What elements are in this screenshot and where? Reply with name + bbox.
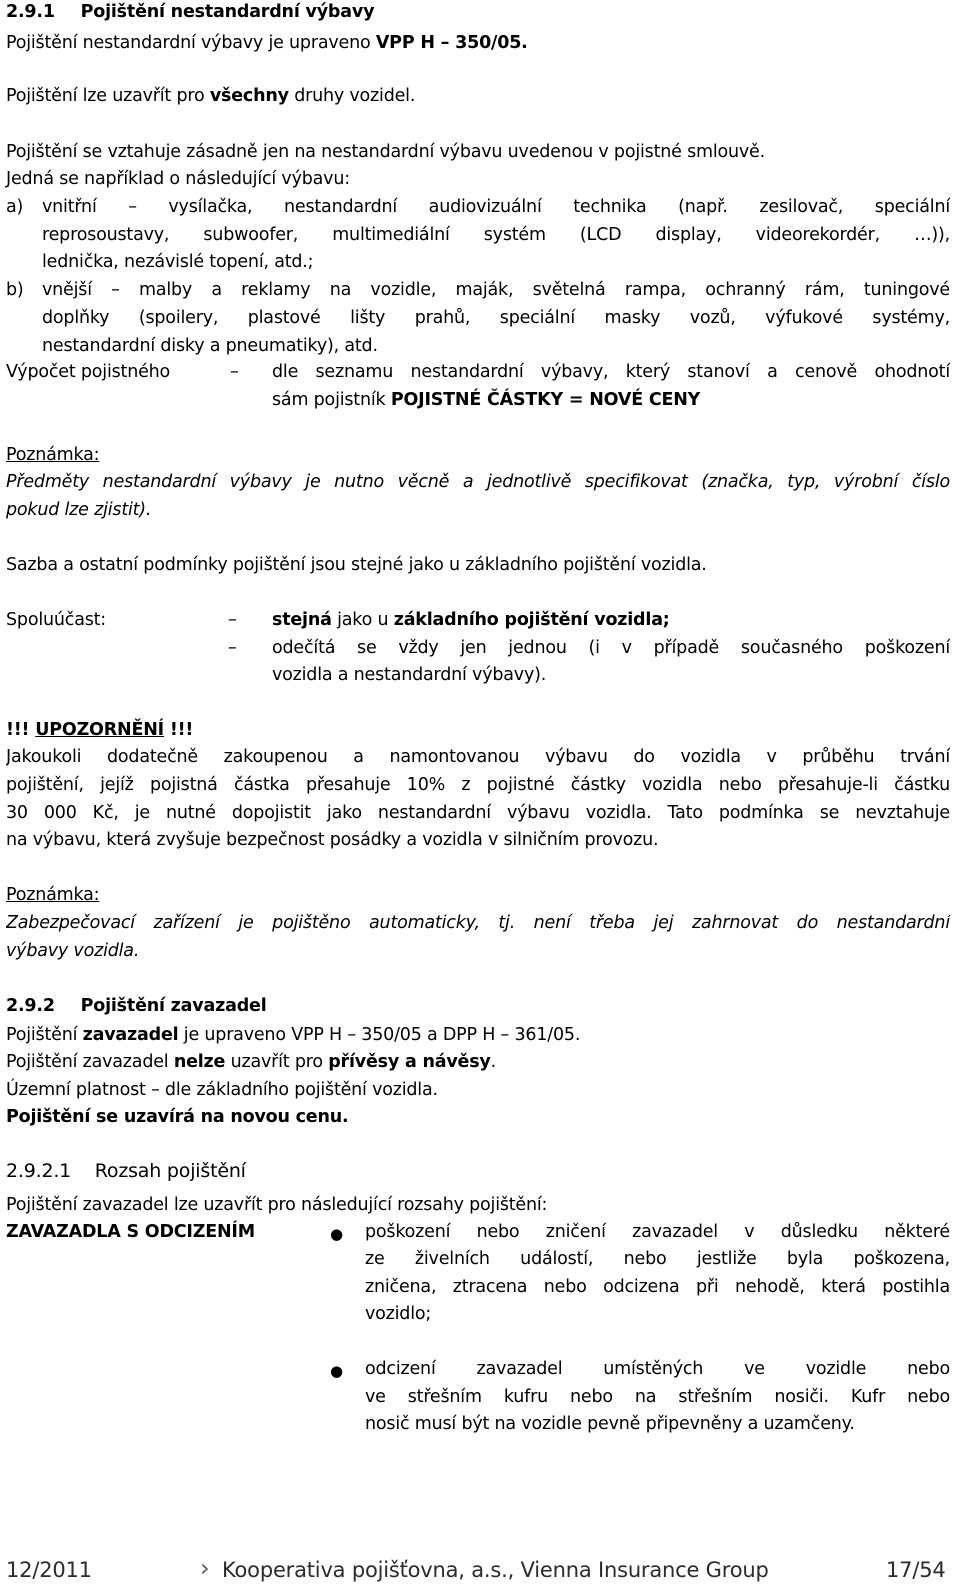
section-number: 2.9.2 xyxy=(6,996,55,1016)
section-number: 2.9.2.1 xyxy=(6,1160,72,1182)
list-item-a-line: reprosoustavy, subwoofer, multimediální systém (LCD display, videorekordér, …)), xyxy=(42,225,950,245)
list-item: ve střešním kufru nebo na střešním nosiči. Kufr nebo xyxy=(365,1387,950,1407)
list-label-b: b) xyxy=(6,280,24,300)
paragraph: Pojištění lze uzavřít pro všechny druhy vozidel. xyxy=(6,86,416,106)
footer-date: 12/2011 xyxy=(6,1558,92,1582)
warning-heading: !!! UPOZORNĚNÍ !!! xyxy=(6,720,194,740)
chevron-right-icon: › xyxy=(200,1554,210,1582)
warning-text: pojištění, jejíž pojistná částka přesahuje 10% z pojistné částky vozidla nebo přesahuje-li částku xyxy=(6,775,950,795)
copay-dash: – xyxy=(228,610,237,630)
section-title: Pojištění zavazadel xyxy=(80,996,267,1016)
paragraph: Územní platnost – dle základního pojištění vozidla. xyxy=(6,1080,438,1100)
note-text: pokud lze zjistit). xyxy=(6,500,152,520)
note-text: Předměty nestandardní výbavy je nutno věcně a jednotlivě specifikovat (značka, typ, výrobní číslo xyxy=(6,472,950,492)
paragraph: Pojištění zavazadel lze uzavřít pro následující rozsahy pojištění: xyxy=(6,1195,548,1215)
list-item: ze živelních událostí, nebo jestliže byla poškozena, xyxy=(365,1249,950,1269)
footer-company: Kooperativa pojišťovna, a.s., Vienna Insurance Group xyxy=(222,1558,769,1582)
paragraph: Pojištění nestandardní výbavy je upraveno VPP H – 350/05. xyxy=(6,33,528,53)
calc-line: dle seznamu nestandardní výbavy, který stanoví a cenově ohodnotí xyxy=(272,362,950,382)
section-heading-291 xyxy=(6,2,374,22)
copay-dash: – xyxy=(228,638,237,658)
note-label: Poznámka: xyxy=(6,445,100,465)
copay-item: vozidla a nestandardní výbavy). xyxy=(272,665,547,685)
list-label-a: a) xyxy=(6,197,24,217)
copay-label: Spoluúčast: xyxy=(6,610,106,630)
paragraph: Pojištění se vztahuje zásadně jen na nestandardní výbavu uvedenou v pojistné smlouvě. xyxy=(6,142,765,162)
section-number: 2.9.1 xyxy=(6,2,55,22)
paragraph: Pojištění zavazadel je upraveno VPP H – 350/05 a DPP H – 361/05. xyxy=(6,1025,581,1045)
bullet-icon: ● xyxy=(330,1225,343,1243)
list-item: vozidlo; xyxy=(365,1304,432,1324)
list-item: poškození nebo zničení zavazadel v důsledku některé xyxy=(365,1222,950,1242)
calc-line: sám pojistník POJISTNÉ ČÁSTKY = NOVÉ CENY xyxy=(272,390,701,410)
copay-item: odečítá se vždy jen jednou (i v případě současného poškození xyxy=(272,638,950,658)
note-text: Zabezpečovací zařízení je pojištěno automaticky, tj. není třeba jej zahrnovat do nestandardní xyxy=(6,913,950,933)
paragraph: Jedná se například o následující výbavu: xyxy=(6,169,350,189)
section-heading-2921 xyxy=(6,1160,246,1182)
list-item: odcizení zavazadel umístěných ve vozidle nebo xyxy=(365,1359,950,1379)
list-item: nosič musí být na vozidle pevně připevněny a uzamčeny. xyxy=(365,1414,855,1434)
list-item-b-line: vnější – malby a reklamy na vozidle, maják, světelná rampa, ochranný rám, tuningové xyxy=(42,280,950,300)
list-item-b-line: nestandardní disky a pneumatiky), atd. xyxy=(42,336,378,356)
list-item-a-line: lednička, nezávislé topení, atd.; xyxy=(42,252,314,272)
calc-dash: – xyxy=(230,362,239,382)
list-item-a-line: vnitřní – vysílačka, nestandardní audiovizuální technika (např. zesilovač, speciální xyxy=(42,197,950,217)
list-item: zničena, ztracena nebo odcizena při nehodě, která postihla xyxy=(365,1277,950,1297)
section-title: Pojištění nestandardní výbavy xyxy=(80,2,375,22)
list-item-b-line: doplňky (spoilery, plastové lišty prahů, speciální masky vozů, výfukové systémy, xyxy=(42,308,950,328)
paragraph: Pojištění se uzavírá na novou cenu. xyxy=(6,1107,349,1127)
warning-text: na výbavu, která zvyšuje bezpečnost posádky a vozidla v silničním provozu. xyxy=(6,830,659,850)
note-label: Poznámka: xyxy=(6,885,100,905)
copay-item: stejná jako u základního pojištění vozidla; xyxy=(272,610,670,630)
footer-page-number: 17/54 xyxy=(886,1558,946,1582)
paragraph: Pojištění zavazadel nelze uzavřít pro přívěsy a návěsy. xyxy=(6,1052,497,1072)
bullet-icon: ● xyxy=(330,1362,343,1380)
note-text: výbavy vozidla. xyxy=(6,941,140,961)
warning-text: Jakoukoli dodatečně zakoupenou a namontovanou výbavu do vozidla v průběhu trvání xyxy=(6,747,950,767)
section-title: Rozsah pojištění xyxy=(94,1160,246,1182)
paragraph: Sazba a ostatní podmínky pojištění jsou stejné jako u základního pojištění vozidla. xyxy=(6,555,707,575)
section-heading-292 xyxy=(6,996,267,1016)
calc-label: Výpočet pojistného xyxy=(6,362,171,382)
variant-label: ZAVAZADLA S ODCIZENÍM xyxy=(6,1222,255,1242)
warning-text: 30 000 Kč, je nutné dopojistit jako nestandardní výbavu vozidla. Tato podmínka se nevztahuje xyxy=(6,803,950,823)
